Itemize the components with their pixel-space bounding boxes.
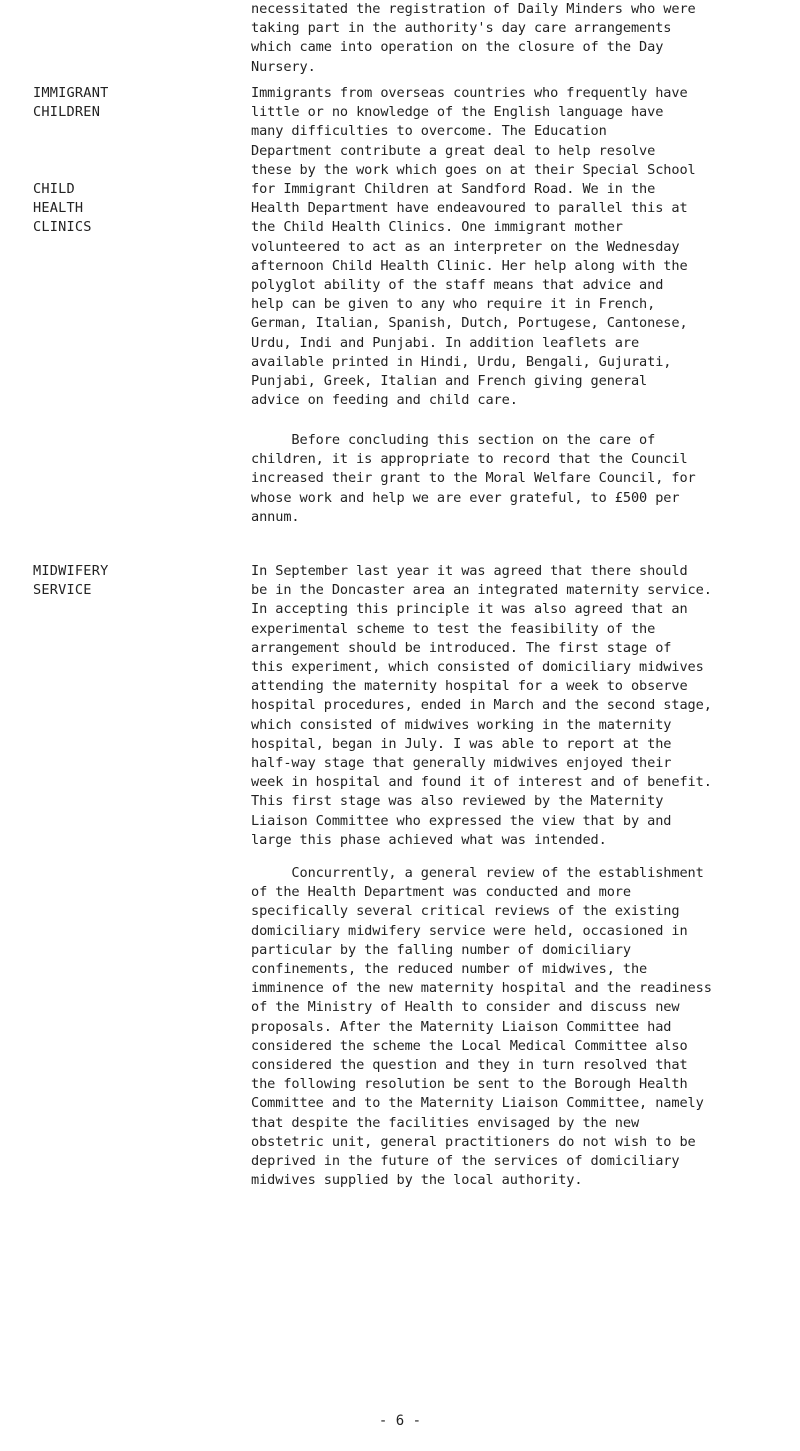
heading-child-health-clinics: CHILD HEALTH CLINICS [33, 181, 92, 236]
heading-midwifery-service: MIDWIFERY SERVICE [33, 563, 109, 599]
heading-immigrant-children: IMMIGRANT CHILDREN [33, 85, 109, 121]
paragraph-moral-welfare: Before concluding this section on the care of children, it is appropriate to record that the Council increased their grant to the Moral Welfare Council, for whose work and help we are ever grateful, to £500 per annum. [251, 432, 696, 525]
page-number: - 6 - [378, 1413, 422, 1429]
paragraph-general-review: Concurrently, a general review of the establishment of the Health Department was conducted and more specifically several critical reviews of the existing domiciliary midwifery service were held, occasioned in particular by the falling number of domiciliary confinements, the reduced number of midwives, the imminence of the new maternity hospital and the readiness of the Ministry of Health to consider and discuss new proposals. After the Maternity Liaison Committee had considered the scheme the Local Medical Committee also considered the question and they in turn resolved that the following resolution be sent to the Borough Health Committee and to the Maternity Liaison Committee, namely that despite the facilities envisaged by the new obstetric unit, general practitioners do not wish to be deprived in the future of the services of domiciliary midwives supplied by the local authority. [251, 865, 712, 1189]
paragraph-daily-minders: necessitated the registration of Daily Minders who were taking part in the authority's day care arrangements which came into operation on the closure of the Day Nursery. [251, 1, 696, 75]
paragraph-immigrants: Immigrants from overseas countries who frequently have little or no knowledge of the English language have many difficulties to overcome. The Education Department contribute a great deal to help resolve these by the work which goes on at their Special School for Immigrant Children at Sandford Road. We in the Health Department have endeavoured to parallel this at the Child Health Clinics. One immigrant mother volunteered to act as an interpreter on the Wednesday afternoon Child Health Clinic. Her help along with the polyglot ability of the staff means that advice and help can be given to any who require it in French, German, Italian, Spanish, Dutch, Portugese, Cantonese, Urdu, Indi and Punjabi. In addition leaflets are available printed in Hindi, Urdu, Bengali, Gujurati, Punjabi, Greek, Italian and French giving general advice on feeding and child care. [251, 85, 696, 409]
paragraph-integrated-maternity: In September last year it was agreed that there should be in the Doncaster area an integrated maternity service. In accepting this principle it was also agreed that an experimental scheme to test the feasibility of the arrangement should be introduced. The first stage of this experiment, which consisted of domiciliary midwives attending the maternity hospital for a week to observe hospital procedures, ended in March and the second stage, which consisted of midwives working in the maternity hospital, began in July. I was able to report at the half-way stage that generally midwives enjoyed their week in hospital and found it of interest and of benefit. This first stage was also reviewed by the Maternity Liaison Committee who expressed the view that by and large this phase achieved what was intended. [251, 563, 712, 848]
